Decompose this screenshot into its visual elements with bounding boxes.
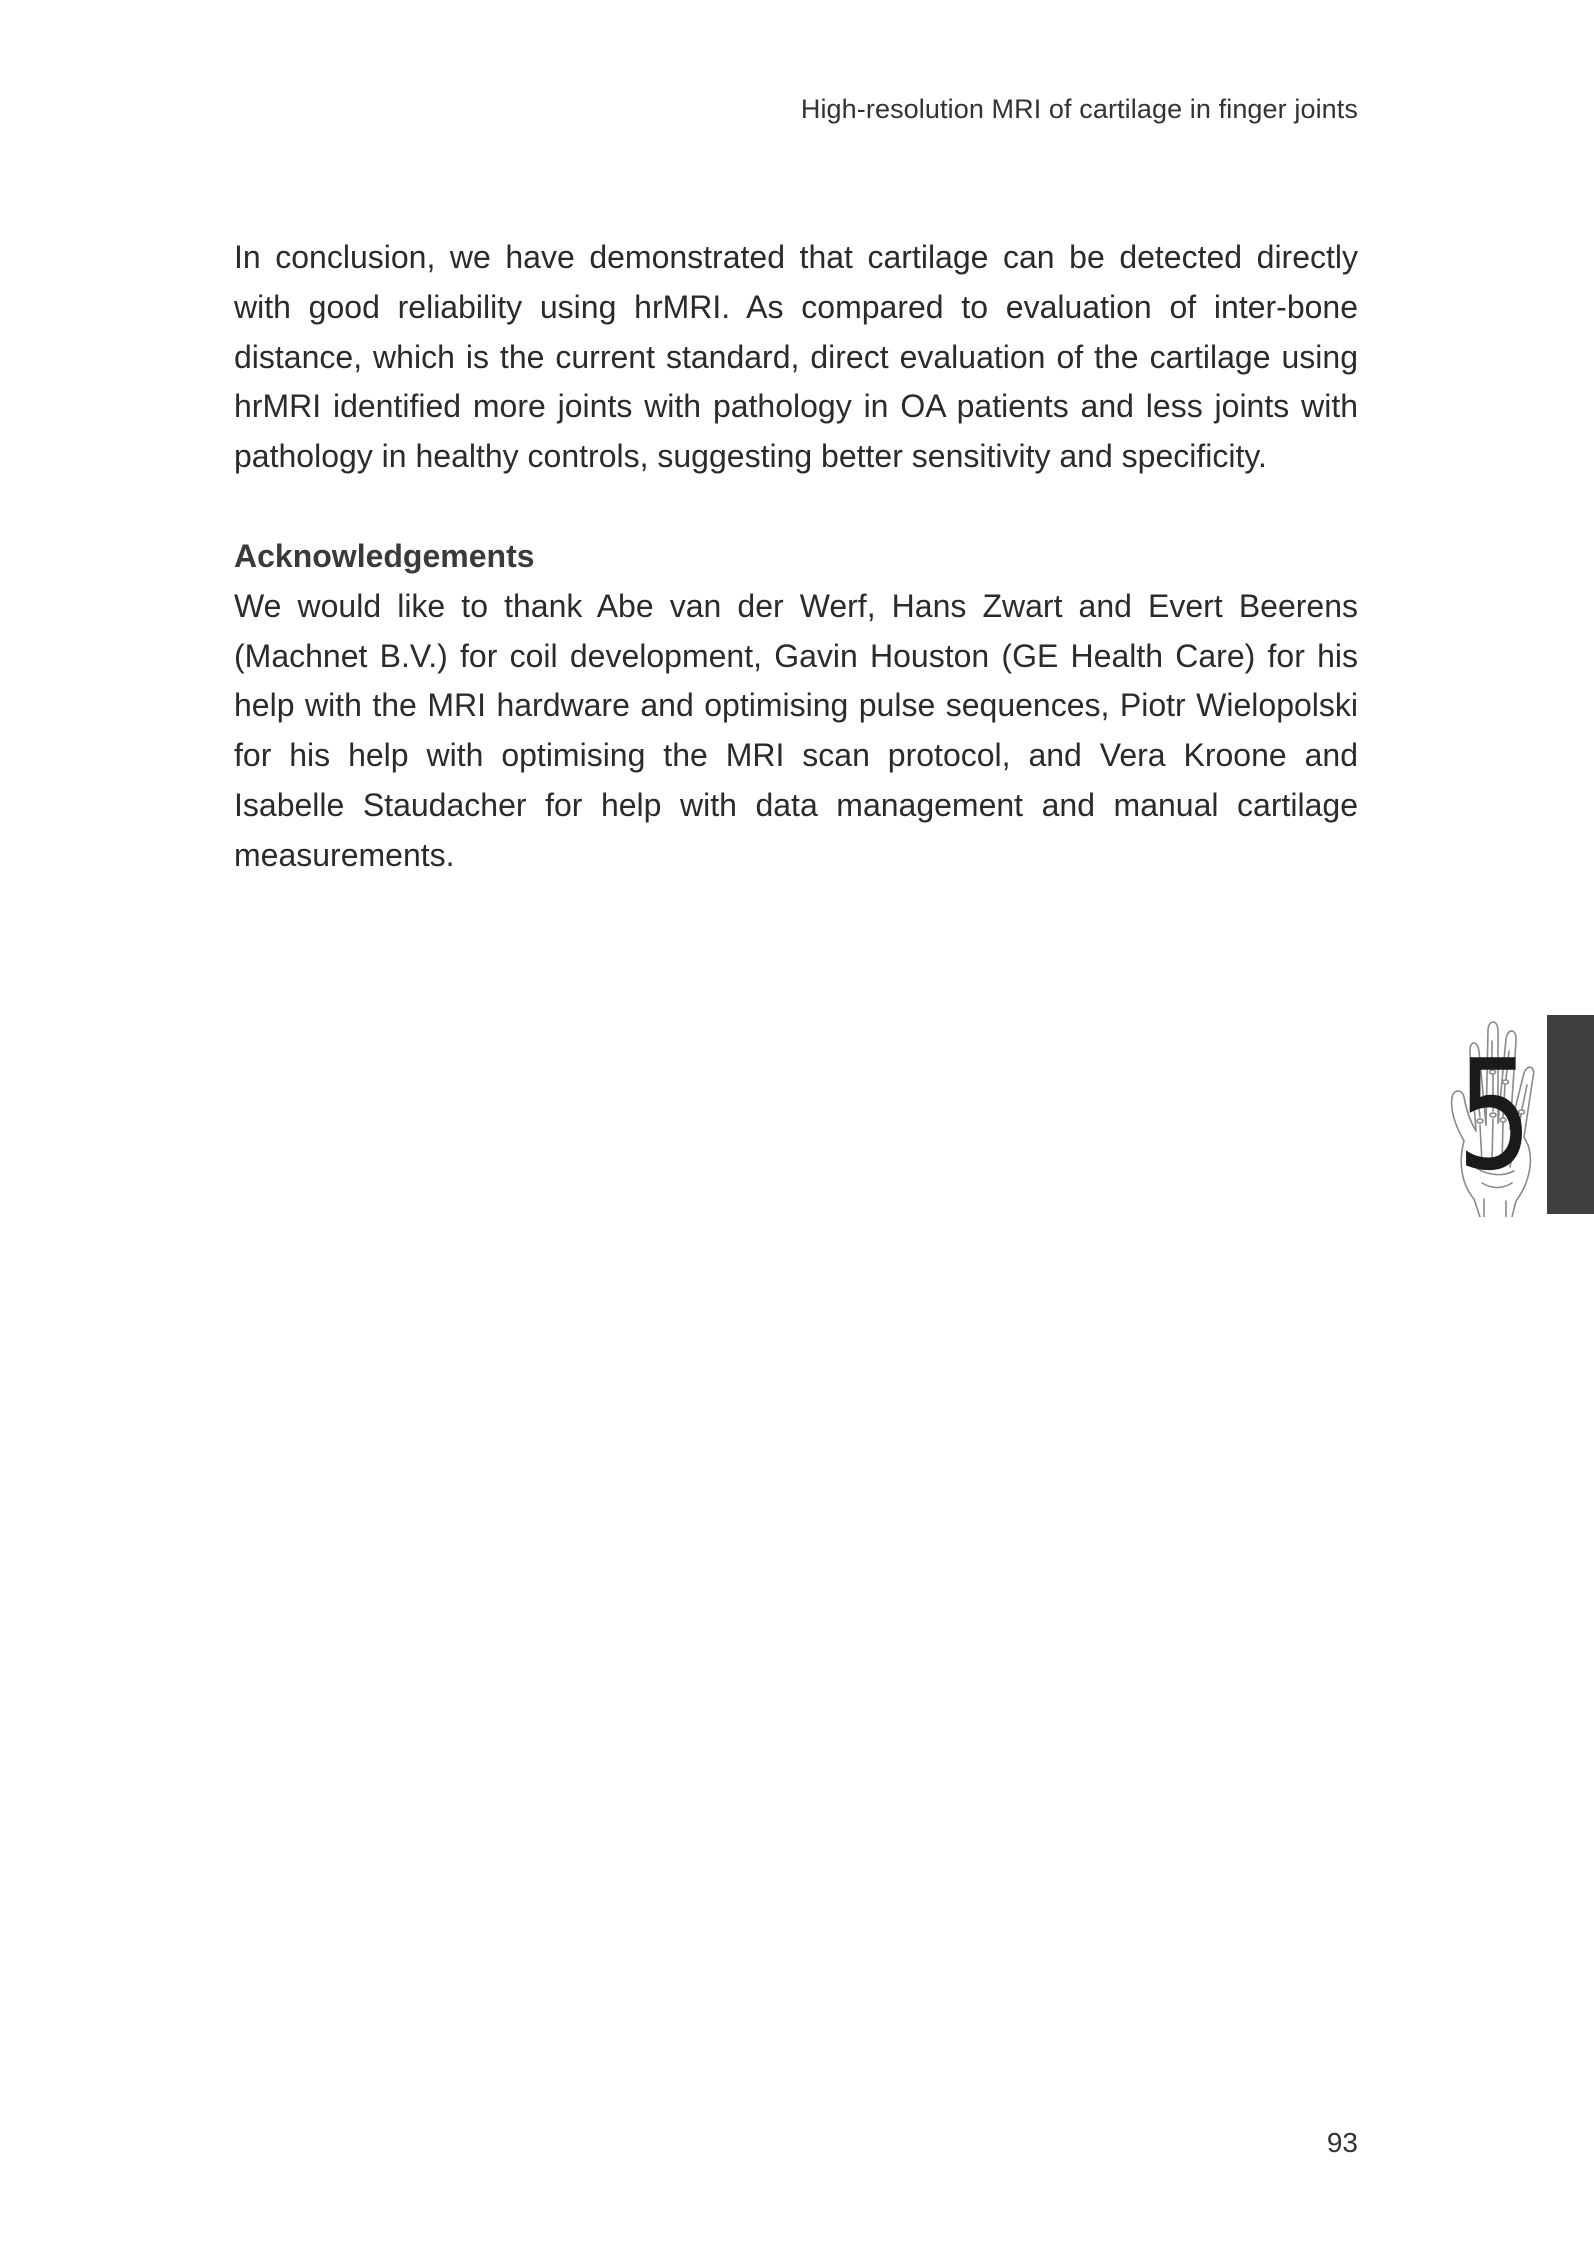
page-number: 93 [1326, 2127, 1358, 2158]
main-content [234, 233, 1358, 881]
chapter-thumb-tab [1547, 1015, 1594, 1214]
chapter-number: 5 [1456, 1027, 1533, 1204]
conclusion-paragraph: In conclusion, we have demonstrated that cartilage can be detected directly with good reliability using hrMRI. As compared to evaluation of inter-bone distance, which is the current standard, direct evaluation of the cartilage using hrMRI identified more joints with pathology in OA patients and less joints with pathology in healthy controls, suggesting better sensitivity and specificity. [234, 239, 1358, 475]
acknowledgements-paragraph: We would like to thank Abe van der Werf, Hans Zwart and Evert Beerens (Machnet B.V.) for coil development, Gavin Houston (GE Health Care) for his help with the MRI hardware and optimising pulse sequences, Piotr Wielopolski for his help with optimising the MRI scan protocol, and Vera Kroone and Isabelle Staudacher for help with data management and manual cartilage measurements. [234, 587, 1358, 873]
acknowledgements-heading: Acknowledgements [234, 537, 535, 574]
running-header: High-resolution MRI of cartilage in finger joints [800, 94, 1358, 124]
